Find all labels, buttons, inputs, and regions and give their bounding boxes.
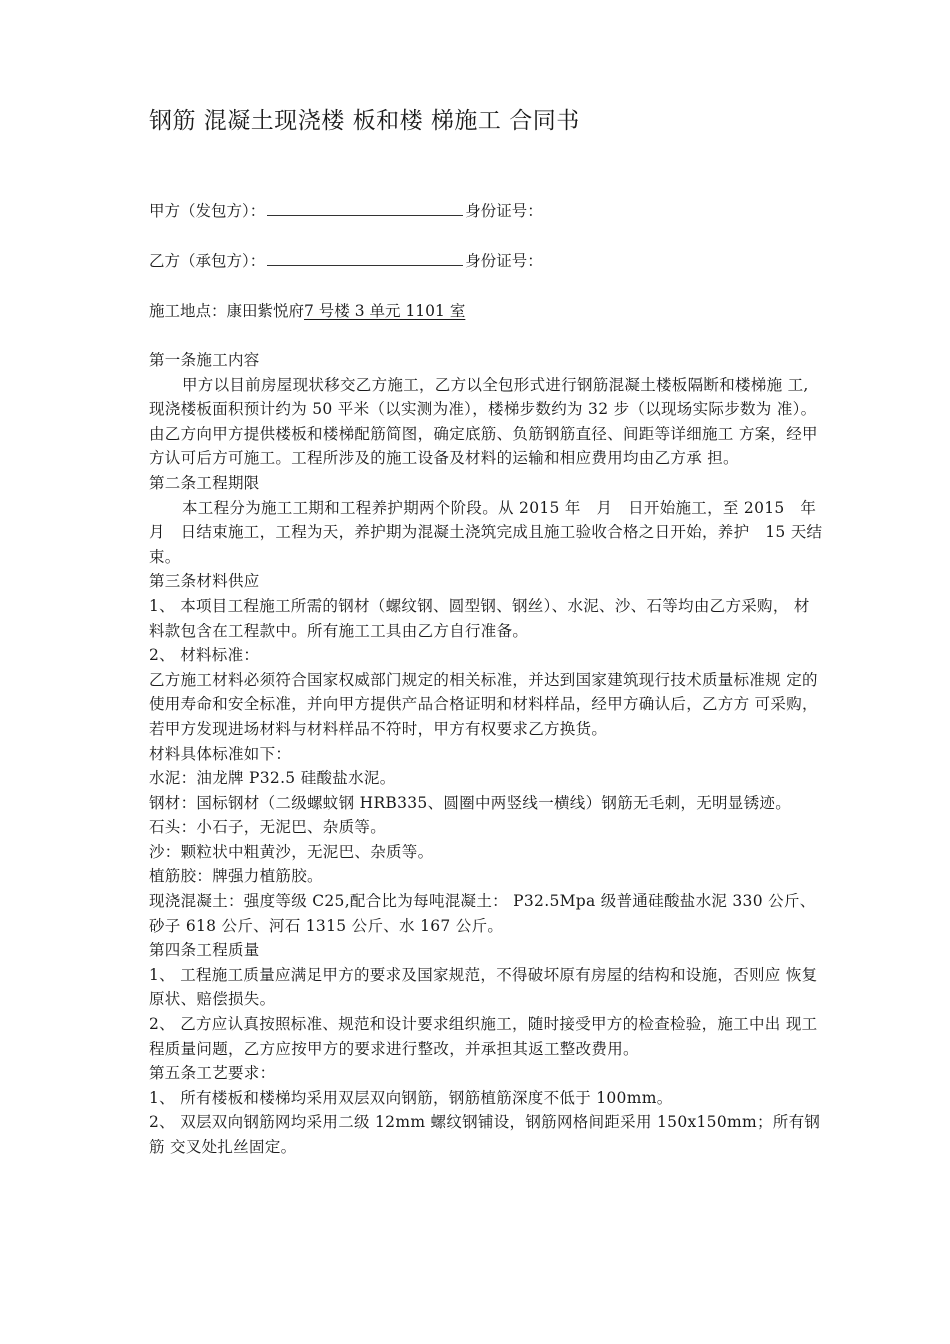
page-title: 钢筋 混凝土现浇楼 板和楼 梯施工 合同书 [149,108,580,134]
section-4-item-2: 2、 乙方应认真按照标准、规范和设计要求组织施工，随时接受甲方的检查检验，施工中出 现工程质量问题，乙方应按甲方的要求进行整改，并承担其返工整改费用。 [149,1015,818,1058]
section-4-item-1: 1、 工程施工质量应满足甲方的要求及国家规范，不得破坏原有房屋的结构和设施，否则应 恢复原状、赔偿损失。 [149,965,818,1009]
section-1-text: 甲方以目前房屋现状移交乙方施工，乙方以全包形式进行钢筋混凝土楼板隔断和楼梯施 工,现浇楼板面积预计约为 50 平米（以实测为准），楼梯步数约为 32 步（以现场实际步数为 准）。由乙方向甲方提供楼板和楼梯配筋简图，确定底筋、负筋钢筋直径、间距等详细施工 方案，经甲方认可后方可施工。工程所涉及的施工设备及材料的运输和相应费用均由乙方承 担。 [149,375,818,468]
material-cement: 水泥：油龙牌 P32.5 硅酸盐水泥。 [149,769,396,788]
materials-intro: 材料具体标准如下： [149,744,292,763]
section-2-heading: 第二条工程期限 [149,473,260,492]
party-a-label: 甲方（发包方）： [149,202,266,220]
construction-site [149,299,465,321]
party-a-blank [267,201,463,216]
section-5-item-1: 1、 所有楼板和楼梯均采用双层双向钢筋，钢筋植筋深度不低于 100mm。 [149,1088,673,1107]
section-3-item-2-text: 乙方施工材料必须符合国家权威部门规定的相关标准，并达到国家建筑现行技术质量标准规 定的使用寿命和安全标准，并向甲方提供产品合格证明和材料样品，经甲方确认后，乙方方 可采购，若甲方发现进场材料与材料样品不符时，甲方有权要求乙方换货。 [149,670,818,738]
material-concrete: 现浇混凝土：强度等级 C25,配合比为每吨混凝土： P32.5Mpa 级普通硅酸盐水泥 330 公斤、 砂子 618 公斤、河石 1315 公斤、水 167 公斤。 [149,892,816,935]
section-3-heading: 第三条材料供应 [149,572,260,591]
section-3-item-1: 1、 本项目工程施工所需的钢材（螺纹钢、圆型钢、钢丝）、水泥、沙、石等均由乙方采购， 材料款包含在工程款中。所有施工工具由乙方自行准备。 [149,596,810,640]
section-3-item-2-label: 2、 材料标准： [149,646,260,665]
material-steel: 钢材：国标钢材（二级螺蚊钢 HRB335、圆圈中两竖线一横线）钢筋无毛刺，无明显锈迹。 [149,793,791,812]
section-5-item-2: 2、 双层双向钢筋网均采用二级 12mm 螺纹钢铺设，钢筋网格间距采用 150x150mm；所有钢筋 交叉处扎丝固定。 [149,1113,821,1156]
site-address: 7 号楼 3 单元 1101 室 [304,302,466,320]
contract-body [149,348,824,1160]
party-b-id-label: 身份证号： [465,252,543,270]
section-2-text: 本工程分为施工工期和工程养护期两个阶段。从 2015 年 月 日开始施工，至 2015 年月 日结束施工，工程为天，养护期为混凝土浇筑完成且施工验收合格之日开始，养护 15 天结束。 [149,498,823,566]
site-label: 施工地点：康田紫悦府 [149,302,305,320]
party-a-line [149,199,543,221]
section-5-heading: 第五条工艺要求： [149,1064,276,1083]
section-1-heading: 第一条施工内容 [149,351,260,369]
material-sand: 沙：颗粒状中粗黄沙，无泥巴、杂质等。 [149,842,434,861]
section-4-heading: 第四条工程质量 [149,941,260,960]
material-stone: 石头：小石子，无泥巴、杂质等。 [149,818,387,837]
party-b-label: 乙方（承包方）： [149,252,266,270]
material-glue: 植筋胶：牌强力植筋胶。 [149,867,323,886]
party-a-id-label: 身份证号： [465,202,543,220]
party-b-blank [267,251,463,266]
party-b-line [149,249,543,271]
